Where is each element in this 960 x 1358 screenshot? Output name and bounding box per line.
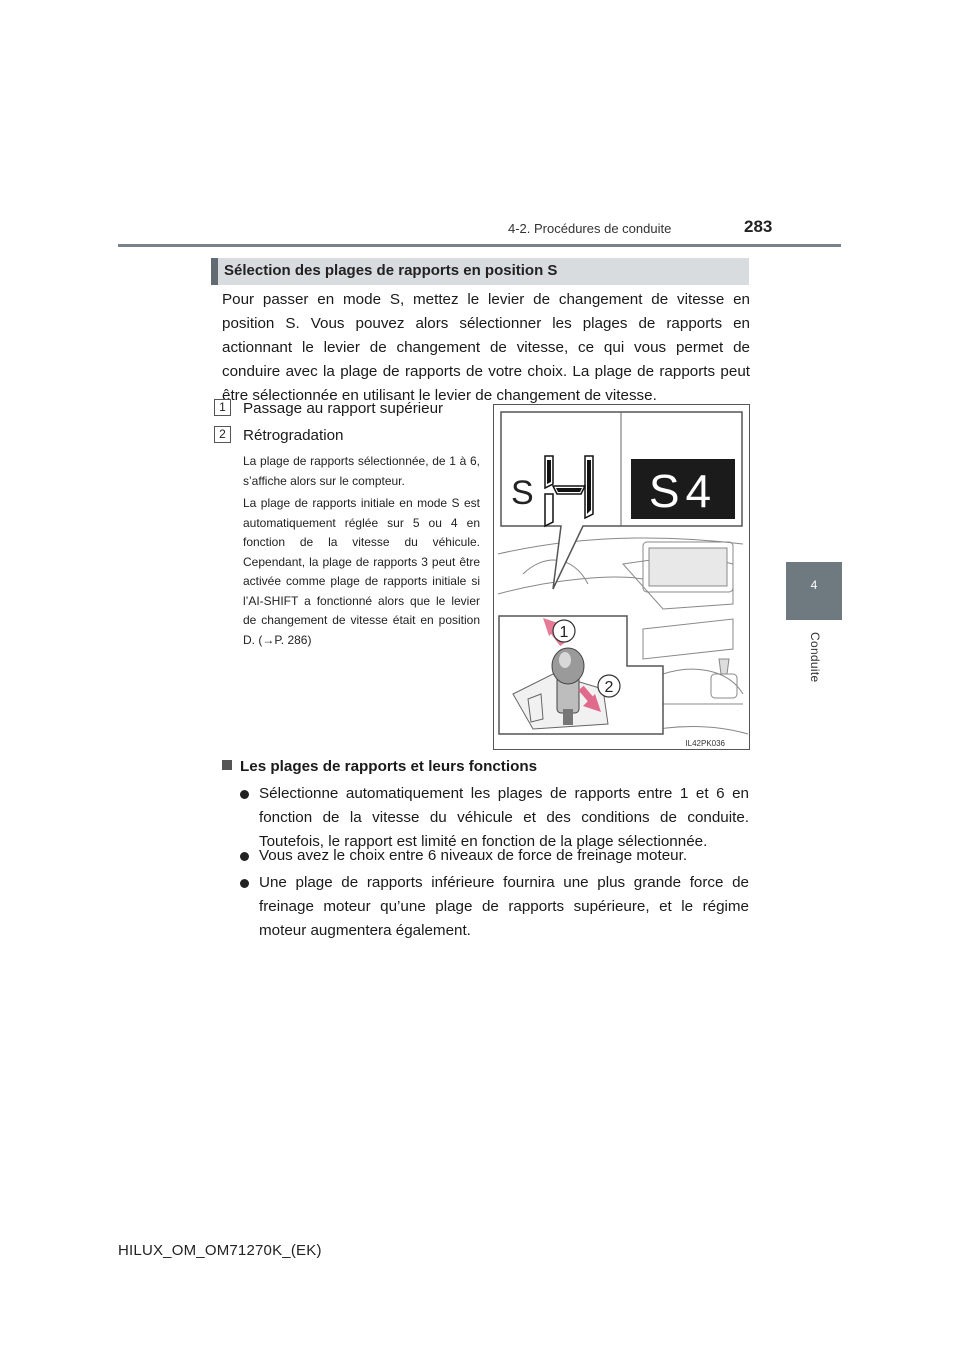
- section-title: Sélection des plages de rapports en position S: [224, 262, 558, 279]
- bullet-dot-3: [240, 879, 249, 888]
- chapter-label: Conduite: [808, 632, 822, 683]
- section-title-bar: [211, 258, 749, 285]
- chapter-tab[interactable]: [786, 562, 842, 620]
- page-number: 283: [744, 217, 773, 236]
- callout-1: 1: [559, 624, 569, 641]
- header-section-title: 4-2. Procédures de conduite: [508, 221, 672, 236]
- bullet-text-2: Vous avez le choix entre 6 niveaux de force de freinage moteur.: [259, 847, 688, 864]
- shift-illustration: [493, 404, 750, 750]
- illustration-svg: [493, 404, 750, 750]
- functions-heading: Les plages de rapports et leurs fonctions: [222, 758, 537, 775]
- bullet-dot-1: [240, 790, 249, 799]
- note-initial-range: La plage de rapports initiale en mode S est automatiquement réglée sur 5 ou 4 en fonction de la vitesse du véhicule. Cependant, la plage de rapports 3 peut être activée comme plage de rapports initiale si l’AI-SHIFT a fonctionné alors que le levier de changement de vitesse était en position D. (→P. 286): [243, 496, 480, 647]
- gear-display-text: S4: [648, 465, 718, 517]
- figure-code: IL42PK036: [685, 739, 725, 748]
- bullet-dot-2: [240, 852, 249, 861]
- footer-doc-code: HILUX_OM_OM71270K_(EK): [118, 1242, 322, 1259]
- item-label-1: Passage au rapport supérieur: [243, 400, 444, 417]
- intro-paragraph: Pour passer en mode S, mettez le levier de changement de vitesse en position S. Vous pouvez alors sélectionner les plages de rapports en actionnant le levier de changement de vitesse, ce qui vous permet de conduire avec la plage de rapports de votre choix. La plage de rapports peut être sélectionnée en utilisant le levier de changement de vitesse.: [222, 291, 750, 404]
- chapter-label-container: [786, 632, 842, 692]
- left-mode-letter: S: [511, 474, 534, 512]
- bullet-text-1: Sélectionne automatiquement les plages de rapports entre 1 et 6 en fonction de la vitesse du véhicule et des conditions de conduite. Toutefois, le rapport est limité en fonction de la plage sélectionnée.: [259, 785, 749, 850]
- header-rule: [118, 244, 841, 247]
- bullet-text-3: Une plage de rapports inférieure fournira une plus grande force de freinage moteur qu’une plage de rapports supérieure, et le régime moteur augmentera également.: [259, 874, 749, 939]
- item-label-2: Rétrogradation: [243, 427, 344, 444]
- chapter-number: 4: [810, 578, 818, 592]
- item-number-1: 1: [214, 399, 231, 416]
- item-number-2: 2: [214, 426, 231, 443]
- callout-2: 2: [604, 679, 614, 696]
- note-display: La plage de rapports sélectionnée, de 1 à 6, s’affiche alors sur le compteur.: [243, 454, 480, 488]
